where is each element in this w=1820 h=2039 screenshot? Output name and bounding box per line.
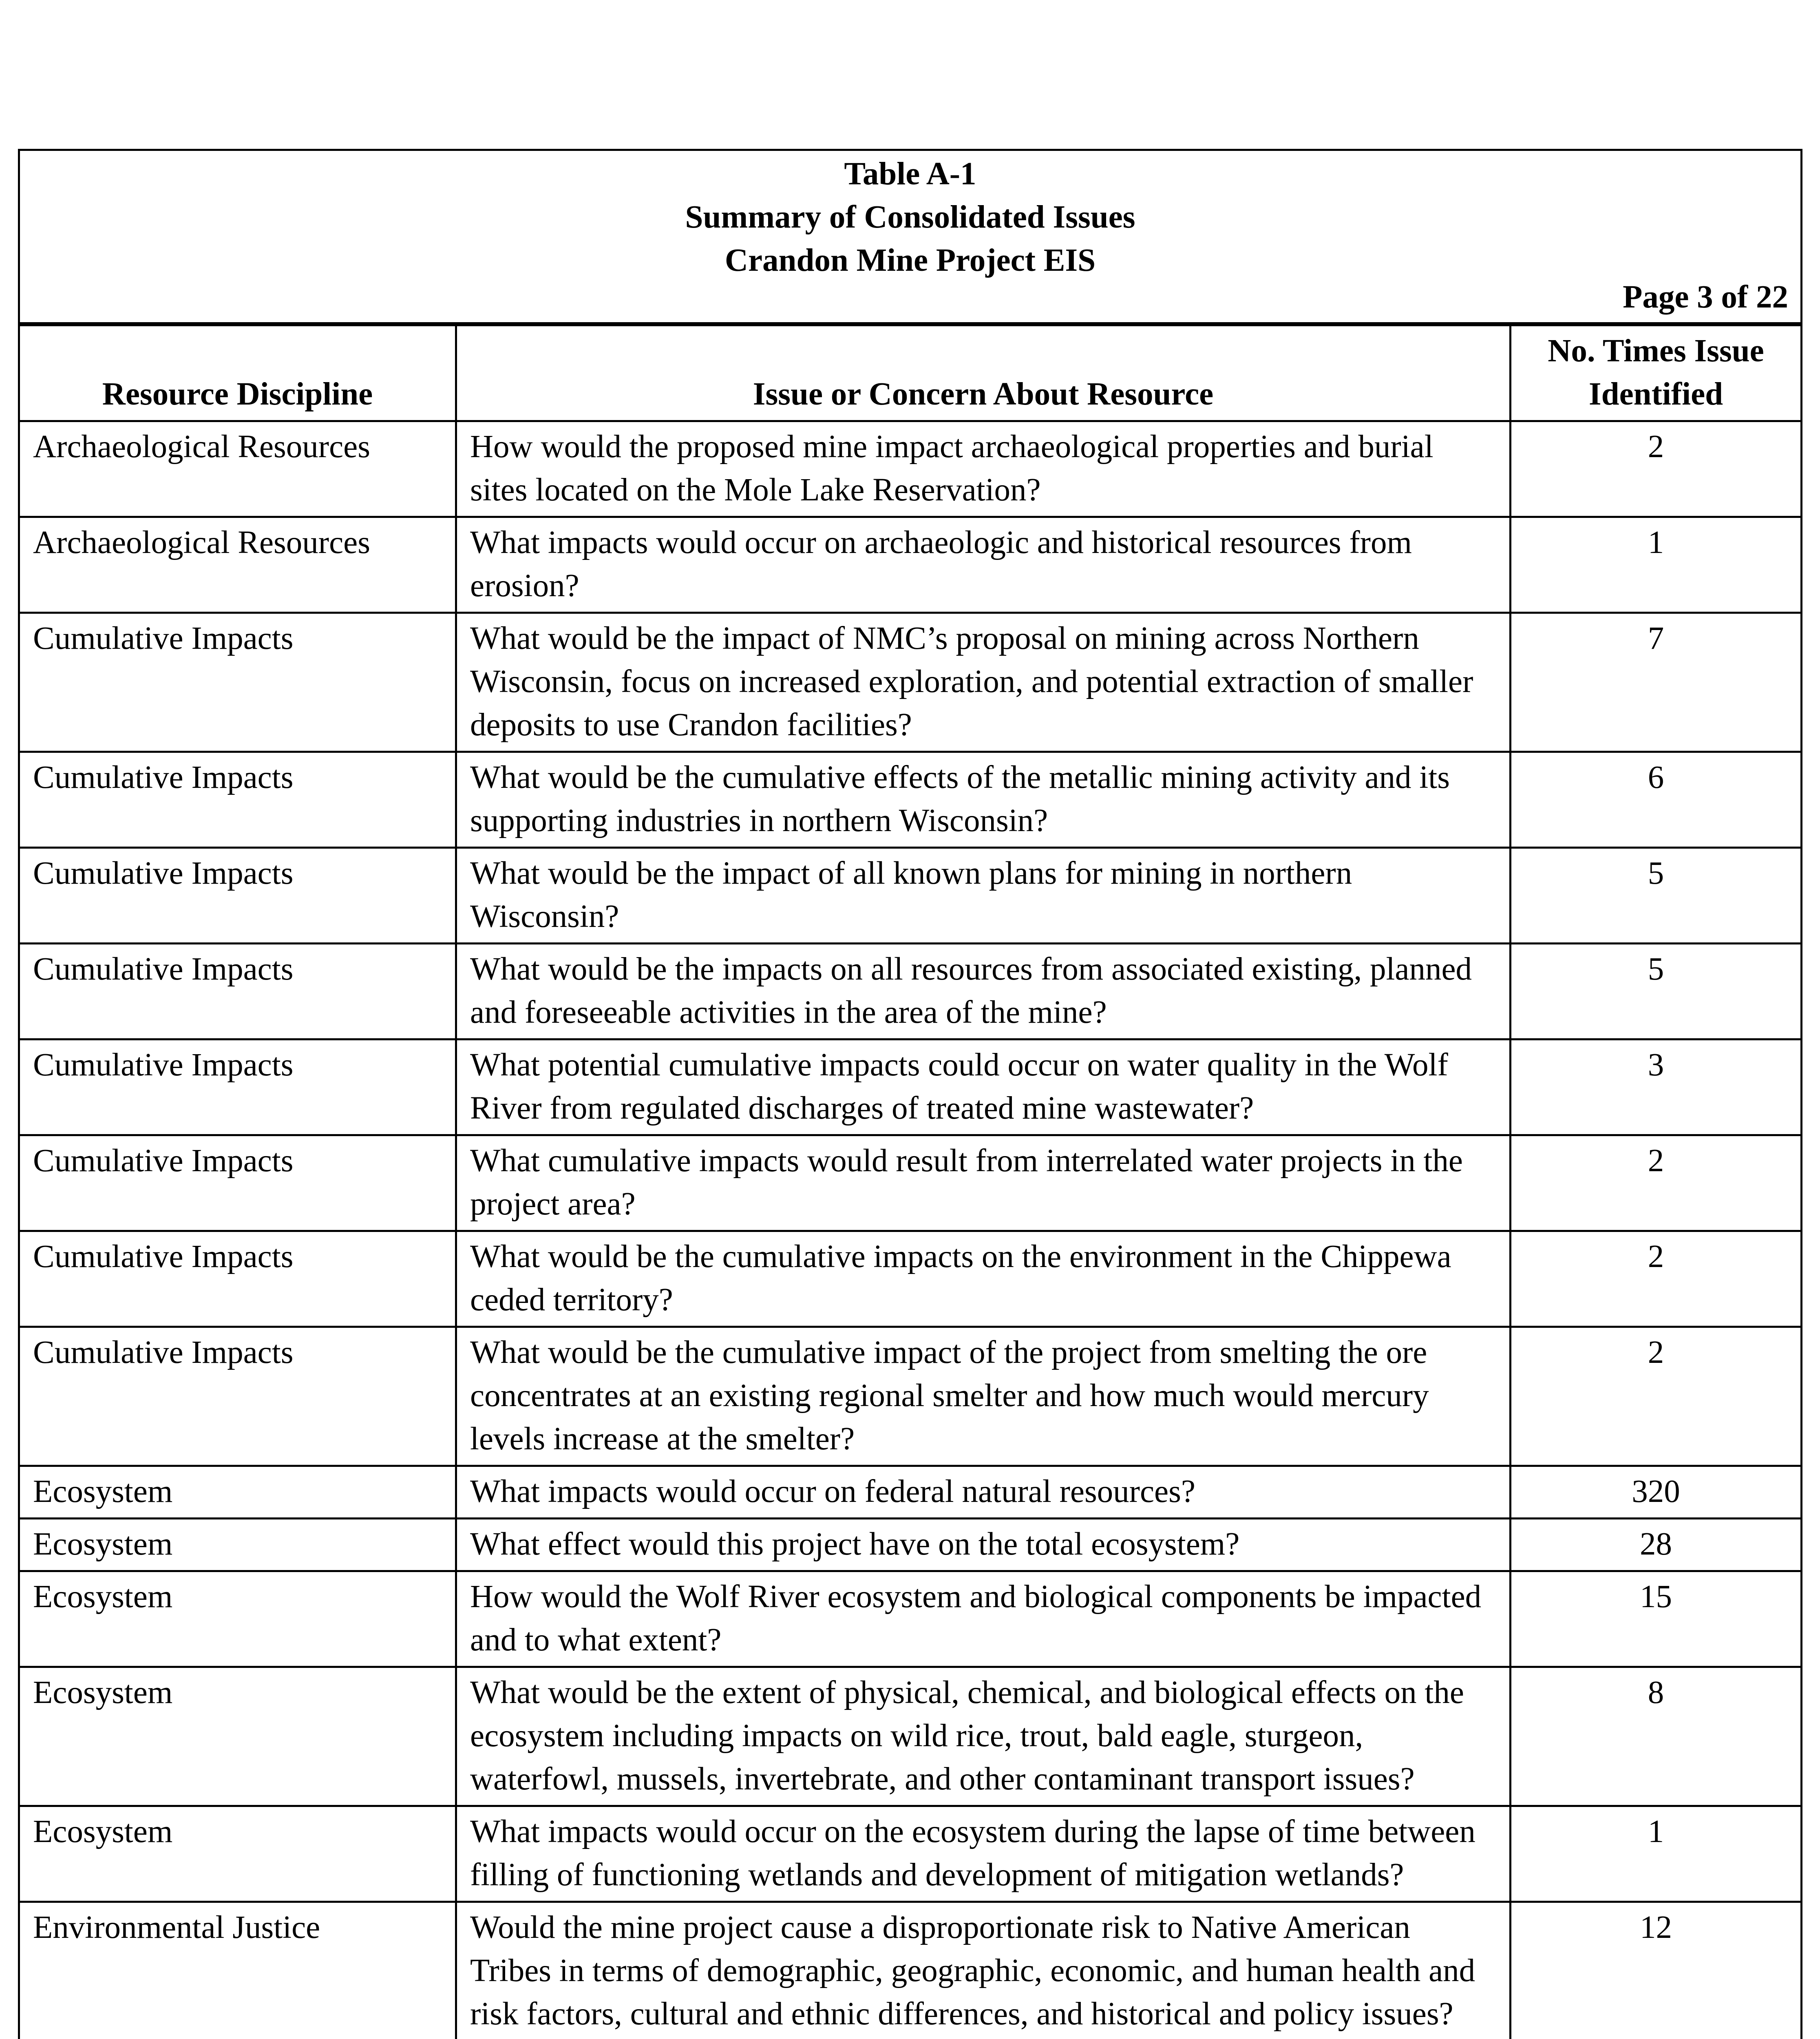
discipline-cell: Ecosystem (19, 1571, 456, 1667)
table-row (19, 1902, 1802, 2039)
table-row (19, 752, 1802, 848)
header-times-identified-line2: Identified (1588, 376, 1723, 412)
table-row (19, 944, 1802, 1039)
count-cell: 8 (1511, 1667, 1802, 1806)
discipline-cell: Ecosystem (19, 1466, 456, 1519)
discipline-cell: Archaeological Resources (19, 421, 456, 517)
header-times-identified-line1: No. Times Issue (1548, 333, 1764, 369)
project-title: Crandon Mine Project EIS (724, 243, 1096, 278)
header-issue-or-concern: Issue or Concern About Resource (456, 324, 1511, 421)
count-cell: 28 (1511, 1519, 1802, 1571)
table-row (19, 848, 1802, 944)
discipline-cell: Cumulative Impacts (19, 1135, 456, 1231)
table-row (19, 1571, 1802, 1667)
issue-cell: How would the proposed mine impact archaeological properties and burial sites located on the Mole Lake Reservation? (456, 421, 1511, 517)
discipline-cell: Archaeological Resources (19, 517, 456, 613)
discipline-cell: Cumulative Impacts (19, 752, 456, 848)
count-cell: 7 (1511, 613, 1802, 752)
count-cell: 2 (1511, 1231, 1802, 1327)
issue-cell: Would the mine project cause a disproportionate risk to Native American Tribes in terms of demographic, geographic, economic, and human health and risk factors, cultural and ethnic differences, and historical and policy issues? (456, 1902, 1511, 2039)
discipline-cell: Cumulative Impacts (19, 944, 456, 1039)
table-row (19, 1039, 1802, 1135)
issue-cell: What would be the impacts on all resources from associated existing, planned and foreseeable activities in the area of the mine? (456, 944, 1511, 1039)
count-cell: 2 (1511, 1135, 1802, 1231)
discipline-cell: Ecosystem (19, 1806, 456, 1902)
table-row (19, 421, 1802, 517)
count-cell: 12 (1511, 1902, 1802, 2039)
table-row (19, 1519, 1802, 1571)
issue-cell: What would be the impact of NMC’s proposal on mining across Northern Wisconsin, focus on increased exploration, and potential extraction of smaller deposits to use Crandon facilities? (456, 613, 1511, 752)
table-subtitle: Summary of Consolidated Issues (685, 199, 1135, 235)
issue-cell: What cumulative impacts would result from interrelated water projects in the project area? (456, 1135, 1511, 1231)
table-title: Table A-1 (844, 156, 976, 192)
count-cell: 1 (1511, 517, 1802, 613)
issue-cell: How would the Wolf River ecosystem and biological components be impacted and to what extent? (456, 1571, 1511, 1667)
issue-cell: What would be the cumulative effects of the metallic mining activity and its supporting industries in northern Wisconsin? (456, 752, 1511, 848)
header-resource-discipline: Resource Discipline (19, 324, 456, 421)
table-row (19, 613, 1802, 752)
discipline-cell: Cumulative Impacts (19, 848, 456, 944)
issue-cell: What would be the impact of all known plans for mining in northern Wisconsin? (456, 848, 1511, 944)
table-row (19, 1806, 1802, 1902)
table-row (19, 517, 1802, 613)
page-indicator: Page 3 of 22 (1623, 279, 1788, 315)
issue-cell: What impacts would occur on the ecosystem during the lapse of time between filling of functioning wetlands and development of mitigation wetlands? (456, 1806, 1511, 1902)
discipline-cell: Cumulative Impacts (19, 1039, 456, 1135)
count-cell: 3 (1511, 1039, 1802, 1135)
issue-cell: What would be the extent of physical, chemical, and biological effects on the ecosystem including impacts on wild rice, trout, bald eagle, sturgeon, waterfowl, mussels, invertebrate, and other contaminant transport issues? (456, 1667, 1511, 1806)
count-cell: 5 (1511, 848, 1802, 944)
table-row (19, 1231, 1802, 1327)
discipline-cell: Environmental Justice (19, 1902, 456, 2039)
table-title-row (19, 150, 1802, 325)
table-row (19, 1327, 1802, 1466)
count-cell: 1 (1511, 1806, 1802, 1902)
issue-cell: What effect would this project have on the total ecosystem? (456, 1519, 1511, 1571)
summary-table-container (18, 149, 1800, 2039)
count-cell: 5 (1511, 944, 1802, 1039)
count-cell: 320 (1511, 1466, 1802, 1519)
table-title-cell (19, 150, 1802, 325)
count-cell: 2 (1511, 421, 1802, 517)
count-cell: 2 (1511, 1327, 1802, 1466)
issue-cell: What potential cumulative impacts could occur on water quality in the Wolf River from regulated discharges of treated mine wastewater? (456, 1039, 1511, 1135)
discipline-cell: Ecosystem (19, 1519, 456, 1571)
table-row (19, 1667, 1802, 1806)
header-times-identified (1511, 324, 1802, 421)
table-row (19, 1135, 1802, 1231)
consolidated-issues-table (18, 149, 1802, 2039)
count-cell: 6 (1511, 752, 1802, 848)
discipline-cell: Cumulative Impacts (19, 1327, 456, 1466)
issue-cell: What would be the cumulative impact of the project from smelting the ore concentrates at an existing regional smelter and how much would mercury levels increase at the smelter? (456, 1327, 1511, 1466)
issue-cell: What would be the cumulative impacts on the environment in the Chippewa ceded territory? (456, 1231, 1511, 1327)
issue-cell: What impacts would occur on federal natural resources? (456, 1466, 1511, 1519)
discipline-cell: Cumulative Impacts (19, 613, 456, 752)
count-cell: 15 (1511, 1571, 1802, 1667)
issue-cell: What impacts would occur on archaeologic and historical resources from erosion? (456, 517, 1511, 613)
table-header-row (19, 324, 1802, 421)
discipline-cell: Cumulative Impacts (19, 1231, 456, 1327)
discipline-cell: Ecosystem (19, 1667, 456, 1806)
table-row (19, 1466, 1802, 1519)
